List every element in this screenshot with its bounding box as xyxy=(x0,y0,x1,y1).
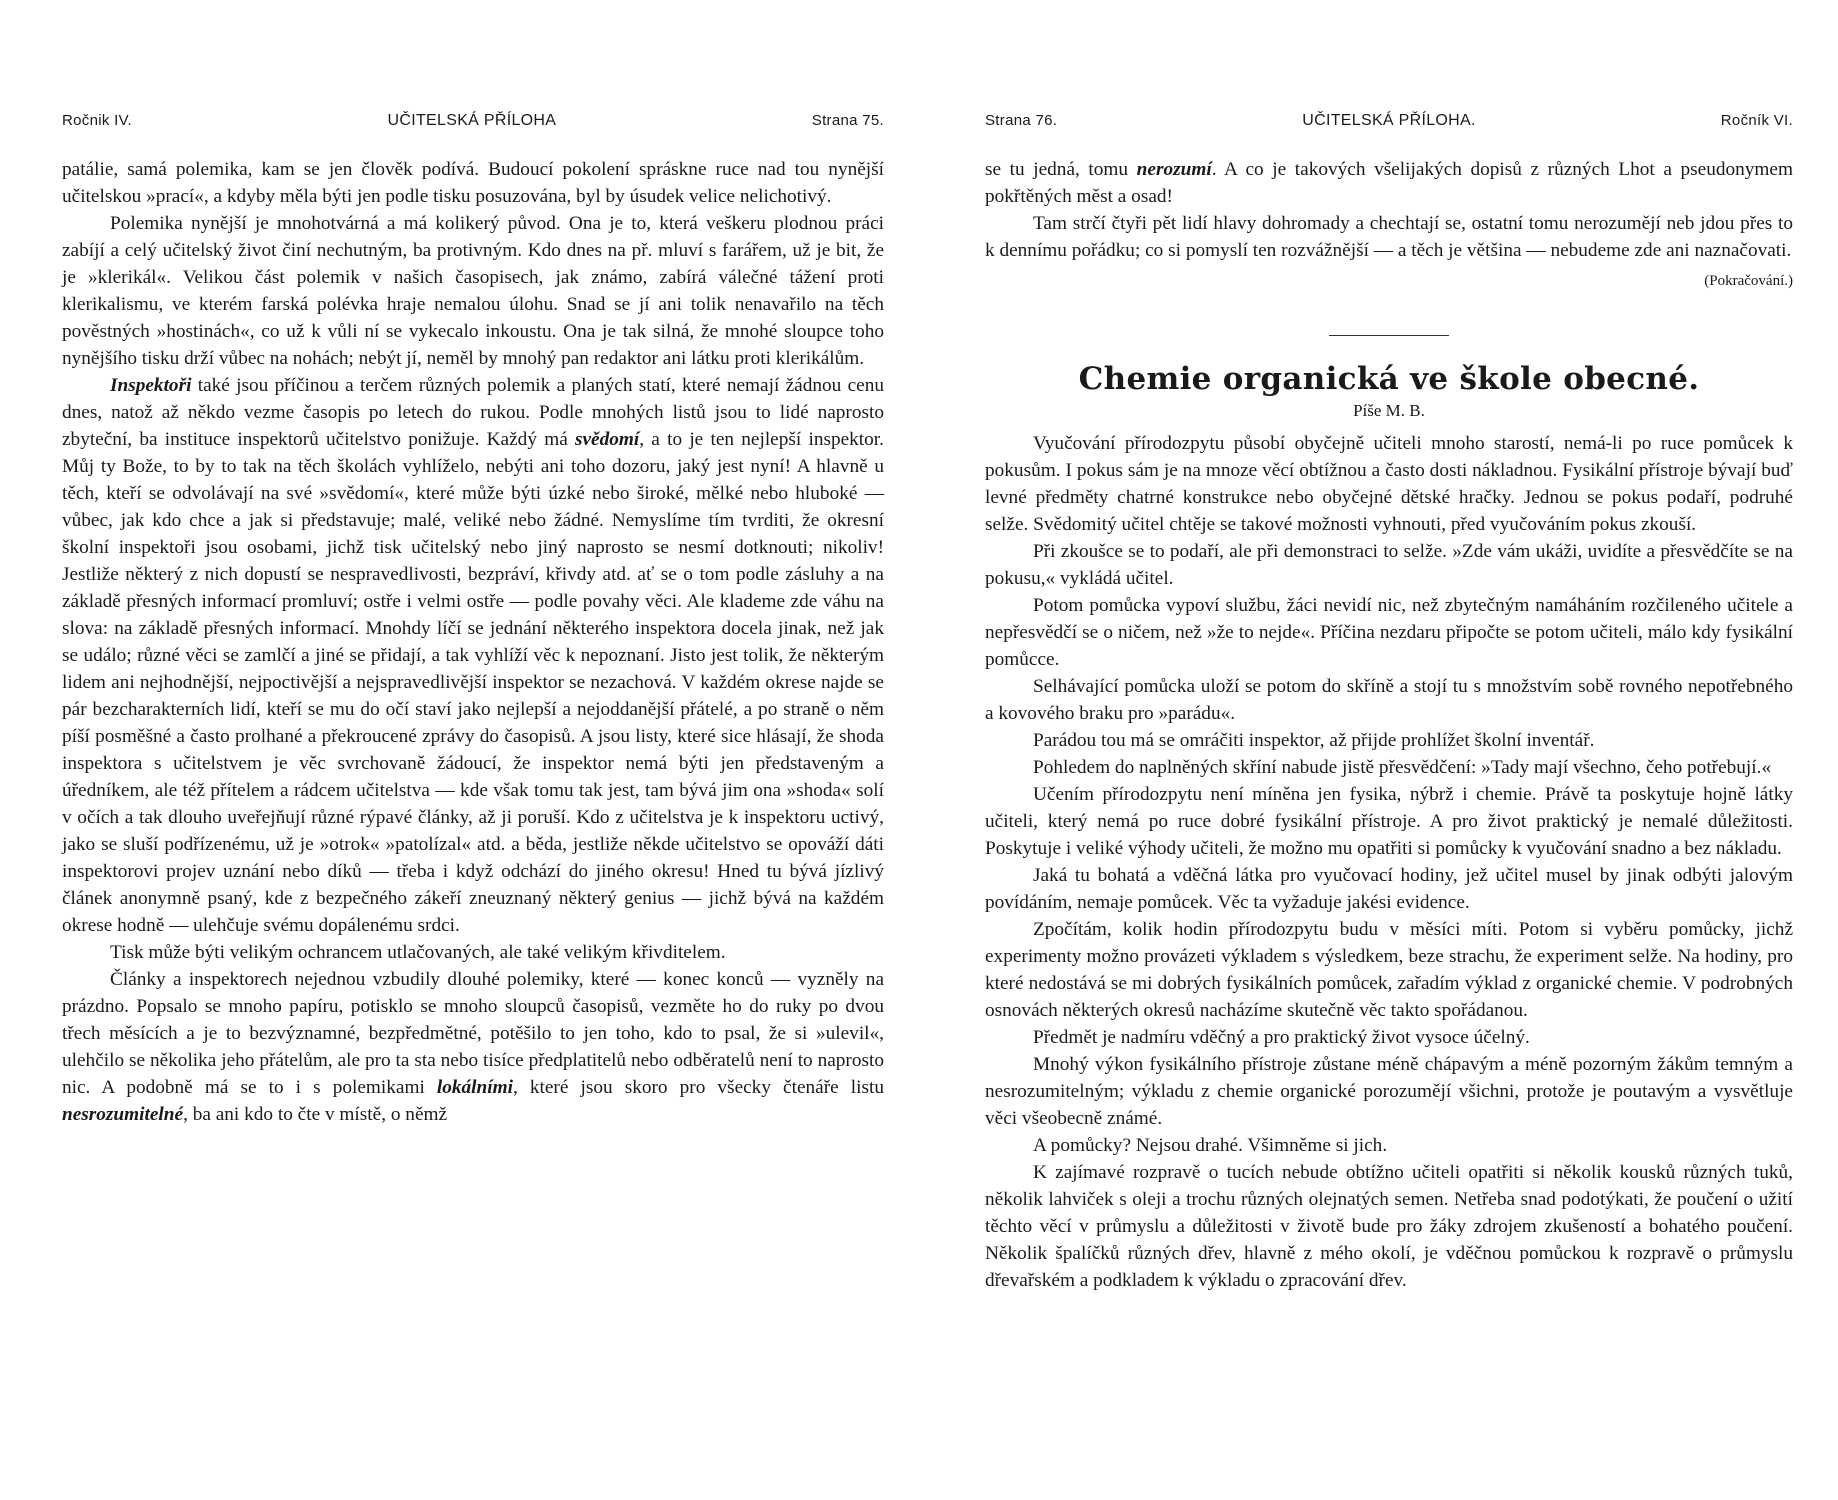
paragraph xyxy=(62,210,884,372)
paragraph: K zajímavé rozpravě o tucích nebude obtížno učiteli opatřiti si několik kousků různých tuků, několik lahviček s oleji a trochu různých olejnatých semen. Netřeba snad podotýkati, že poučení o užití těchto věcí v průmyslu a důležitosti v životě bude pro žáky zdrojem zkušeností a bohatého poučení. Několik špalíčků různých dřev, hlavně z mého okolí, je vděčnou pomůckou k rozpravě o průmyslu dřevařském a podkladem k výkladu o zpracování dřev. xyxy=(985,1162,1793,1291)
paragraph: Učením přírodozpytu není míněna jen fysika, nýbrž i chemie. Právě ta poskytuje hojně látky učiteli, který nemá po ruce dobré fysikální přístroje. A pro život praktický je nemalé důležitosti. Poskytuje i veliké výhody učiteli, že možno mu opatřiti si pomůcky k vyučování snadno a bez nákladu. xyxy=(985,784,1793,859)
paragraph: Selhávající pomůcka uloží se potom do skříně a stojí tu s množstvím sobě rovného nepotřebného a kovového braku pro »parádu«. xyxy=(985,676,1793,724)
paragraph: Předmět je nadmíru vděčný a pro praktický život vysoce účelný. xyxy=(1033,1027,1530,1048)
article-body xyxy=(985,430,1793,1294)
text-run: Tam strčí čtyři pět lidí hlavy dohromady a chechtají se, ostatní tomu nerozumějí neb jdou přes to k dennímu pořádku; co si pomyslí ten rozvážnější — a těch je většina — nebudeme zde ani naznačovati. xyxy=(985,213,1793,261)
emphasized-text: lokálními xyxy=(436,1077,513,1098)
paragraph: A pomůcky? Nejsou drahé. Všimněme si jich. xyxy=(1033,1135,1388,1156)
paragraph: Jaká tu bohatá a vděčná látka pro vyučovací hodiny, jež učitel musel by jinak odbýti jalovým povídáním, nemaje pomůcek. Věc ta vyžaduje jakési evidence. xyxy=(985,865,1793,913)
article-byline: Píše M. B. xyxy=(1353,401,1425,420)
paragraph xyxy=(62,372,884,939)
emphasized-text: svědomí xyxy=(574,429,640,450)
text-run: , a to je ten nejlepší inspektor. Můj ty Bože, to by to tak na těch školách vyhlíželo, nebýti ani toho dozoru, jaký jest nyní! A hlavně u těch, kteří se odvolávají na své »svědomí«, které může býti úzké nebo široké, mělké nebo hluboké — vůbec, jak kdo chce a jak si představuje; malé, veliké nebo žádné. Nemyslíme tím tvrditi, že okresní školní inspektoři jsou osobami, jichž tisk učitelský nebo jiný naprosto se nesmí dotknouti; nikoliv! Jestliže některý z nich dopustí se nespravedlivosti, bezpráví, křivdy atd. ať se o tom podle zásluhy a na základě přesných informací promluví; ostře i velmi ostře — podle povahy věci. Ale klademe zde váhu na slova: na základě přesných informací. Mnohdy líčí se jednání některého inspektora docela jinak, než jak se událo; různé věci se zamlčí a jiné se přidají, a tak vyhlíží věc k nepoznaní. Jisto jest tolik, že některým lidem ani nejhodnější, nejpoctivější a nejspravedlivější inspektor se nezachová. V každém okrese najde se pár bezcharakterních lidí, kteří se mu do očí staví jako nejlepší a nejoddanější přátelé, a po straně o něm píší posměšné a často prolhané a překroucené zprávy do časopisů. A jsou listy, které sice hlásají, že shoda inspektora s učitelstvem je věc svrchovaně žádoucí, že inspektor nemá býti jen představeným a úředníkem, ale též přítelem a rádcem učitelstva — kde však tomu tak jest, tam bývá jim ona »shoda« solí v očích a tak dlouho uveřejňují různé rýpavé články, až ji poruší. Kdo z učitelstva je k inspektoru uctivý, jako se sluší podřízenému, už je »otrok« »patolízal« atd. a běda, jestliže někde učitelstvo se opováží dáti inspektorovi projev uznání nebo díků — třeba i když odchází do jiného okresu! Hned tu bývá jízlivý článek anonymně psaný, kde z bezpečného zákeří zneuznaný některý genius — jichž bývá na každém okrese hodně — ulehčuje svému dopálenému srdci. xyxy=(62,429,884,936)
right-page-body xyxy=(985,156,1793,1294)
paragraph: Vyučování přírodozpytu působí obyčejně učiteli mnoho starostí, nemá-li po ruce pomůcek k pokusům. I pokus sám je na mnoze věcí obtížnou a často dosti nákladnou. Fysikální přístroje bývají buď levné předměty chatrné konstrukce nebo obyčejné dětské hračky. Jednou se pokus podaří, podruhé selže. Svědomitý učitel chtěje se takové možnosti vyhnouti, před vyučováním pokus zkouší. xyxy=(985,433,1793,535)
paragraph xyxy=(62,939,884,966)
paragraph xyxy=(62,156,884,210)
emphasized-text: nerozumí xyxy=(1136,159,1212,180)
text-run: také jsou příčinou a terčem různých polemik a planých statí, které nemají žádnou cenu dnes, natož až někdo vezme časopis po letech do rukou. Podle mnohých listů jsou to lidé naprosto zbyteční, ba instituce inspektorů učitelstvo ponižuje. Každý má xyxy=(62,375,884,450)
paragraph: Parádou tou má se omráčiti inspektor, až přijde prohlížet školní inventář. xyxy=(1033,730,1595,751)
paragraph xyxy=(62,966,884,1128)
left-page-header xyxy=(62,112,884,130)
paragraph: Potom pomůcka vypoví službu, žáci nevidí nic, než zbytečným namáháním rozčileného učitele a nepřesvědčí se o ničem, než »že to nejde«. Příčina nezdaru připočte se potom učiteli, málo kdy fysikální pomůcce. xyxy=(985,595,1793,670)
volume-label: Ročnik IV. xyxy=(62,112,132,129)
paragraph: Pohledem do naplněných skříní nabude jistě přesvědčení: »Tady mají všechno, čeho potřebují.« xyxy=(1033,757,1772,778)
text-run: . A co je takových všelijakých dopisů z různých Lhot a pseudonymem pokřtěných měst a osad! xyxy=(985,159,1793,207)
text-run: patálie, samá polemika, kam se jen člověk podívá. Budoucí pokolení spráskne ruce nad tou nynější učitelskou »prací«, a kdyby měla býti jen podle tisku posuzována, byl by úsudek velice nelichotivý. xyxy=(62,159,884,207)
text-run: , ba ani kdo to čte v místě, o němž xyxy=(183,1104,448,1125)
text-run: se tu jedná, tomu xyxy=(985,159,1137,180)
paragraph xyxy=(985,156,1793,210)
paragraph xyxy=(985,210,1793,264)
left-page-body xyxy=(62,156,884,1128)
right-page xyxy=(985,112,1793,1294)
paragraph: Mnohý výkon fysikálního přístroje zůstane méně chápavým a méně pozorným žákům temným a nesrozumitelným; výkladu z chemie organické porozumějí všichni, protože je poutavým a vysvětluje věci všeobecně známé. xyxy=(985,1054,1793,1129)
paragraph: Při zkoušce se to podaří, ale při demonstraci to selže. »Zde vám ukáži, uvidíte a přesvědčíte se na pokusu,« vykládá učitel. xyxy=(985,541,1793,589)
volume-label: Ročník VI. xyxy=(1720,112,1793,129)
text-run: , které jsou skoro pro všecky čtenáře listu xyxy=(512,1077,884,1098)
left-page xyxy=(62,112,884,1128)
paragraph: Zpočítám, kolik hodin přírodozpytu budu v měsíci míti. Potom si vyběru pomůcky, jichž experimenty možno provázeti výkladem s výsledkem, beze strachu, že experiment selže. Na hodiny, pro které nedostává se mi dobrých fysikálních pomůcek, zařadím výklad z organické chemie. V podrobných osnovách některých okresů nacházíme skutečně věc takto spořádanou. xyxy=(985,919,1793,1021)
emphasized-text: nesrozumitelné xyxy=(62,1104,184,1125)
text-run: Tisk může býti velikým ochrancem utlačovaných, ale také velikým křivditelem. xyxy=(110,942,726,963)
emphasized-text: Inspektoři xyxy=(110,375,192,396)
page-number: Strana 76. xyxy=(985,112,1058,129)
running-title: UČITELSKÁ PŘÍLOHA xyxy=(387,112,557,129)
text-run: Články a inspektorech nejednou vzbudily dlouhé polemiky, které — konec konců — vyzněly na prázdno. Popsalo se mnoho papíru, potisklo se mnoho sloupců časopisů, vezměte ho do ruky po dvou třech měsících a je to bezvýznamné, bezpředmětné, potěšilo to jen toho, kdo to psal, že si »ulevil«, ulehčilo se několika jeho přátelům, ale pro ta sta nebo tisíce předplatitelů nebo odběratelů není to naprosto nic. A podobně má se to i s polemikami xyxy=(62,969,884,1098)
section-divider xyxy=(1329,335,1449,336)
continued-text xyxy=(985,156,1793,264)
text-run: Polemika nynější je mnohotvárná a má kolikerý původ. Ona je to, která veškeru plodnou práci zabíjí a celý učitelský život činí nechutným, ba protivným. Kdo dnes na př. mluví s farářem, už je bit, že je »klerikál«. Velikou část polemik v našich časopisech, jak známo, zabírá válečné tážení proti klerikalismu, ve kterém farská polévka hraje nemalou úlohu. Snad se jí ani tolik nenavařilo na těch pověstných »hostinách«, co už k vůli ní se vykecalo inkoustu. Ona je tak silná, že mnohé sloupce toho nynějšího tisku drží vůbec na nohách; nebýt jí, neměl by mnohý pan redaktor ani látku proti klerikálům. xyxy=(62,213,884,369)
page-number: Strana 75. xyxy=(811,112,884,129)
right-page-header xyxy=(985,112,1793,130)
running-title: UČITELSKÁ PŘÍLOHA. xyxy=(1302,112,1476,129)
continuation-note: (Pokračování.) xyxy=(1704,273,1793,289)
article-title: Chemie organická ve škole obecné. xyxy=(1078,361,1700,397)
